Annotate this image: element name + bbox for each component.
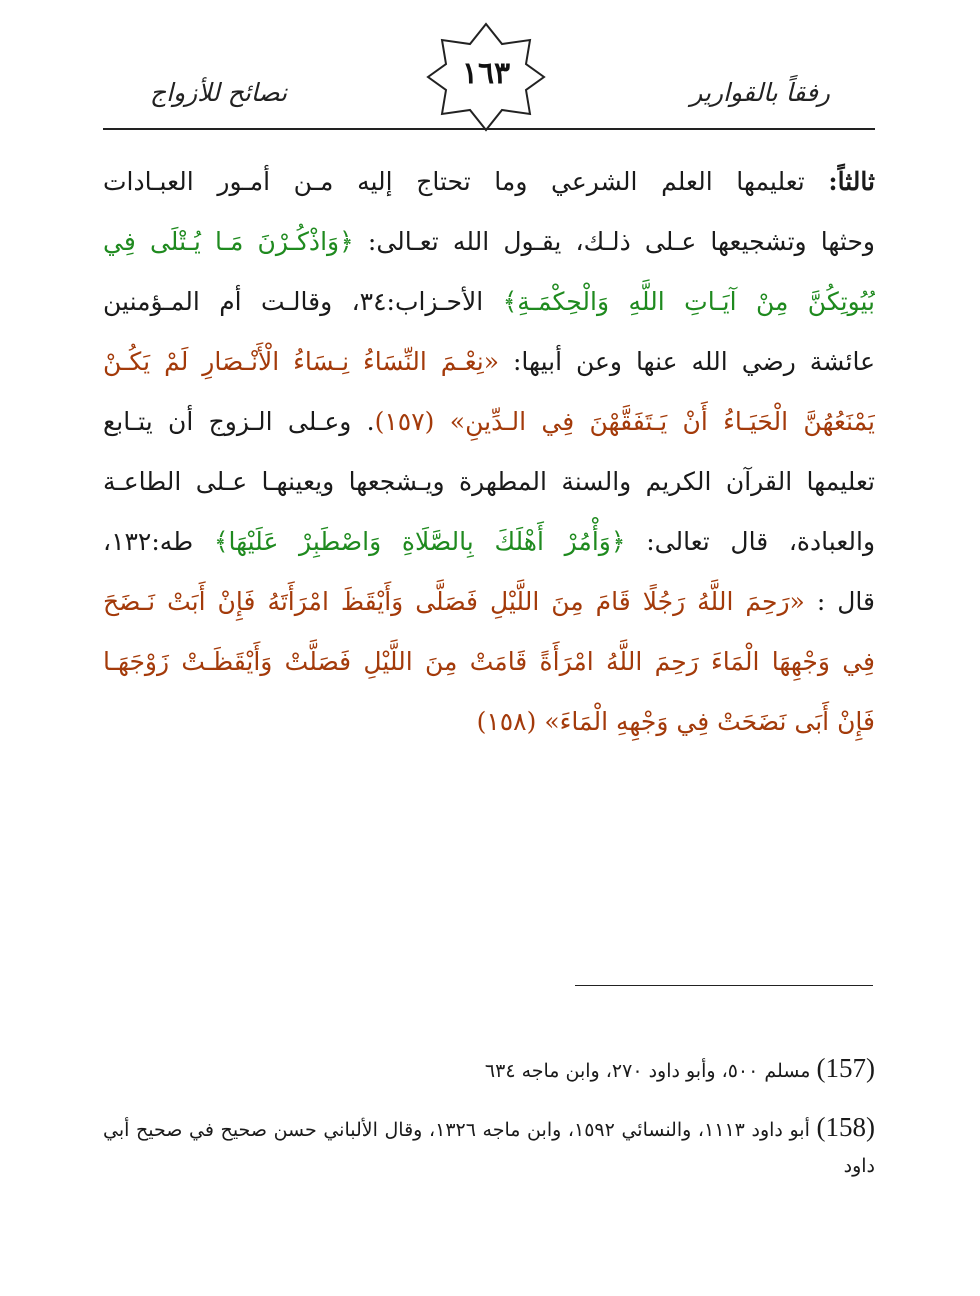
text-span: قال : xyxy=(816,587,875,616)
hadith-text: فِي وَجْهِهَا الْمَاءَ رَحِمَ اللَّهُ امْرَأَةً قَامَتْ مِنَ اللَّيْلِ فَصَلَّتْ وَأَيْقَظَـتْ زَوْجَهَـا xyxy=(103,647,875,676)
hadith-text: يَمْنَعُهُنَّ الْحَيَـاءُ أَنْ يَـتَفَقَّهْنَ فِي الـدِّينِ» xyxy=(449,407,875,436)
text-line xyxy=(103,212,875,272)
page-header xyxy=(0,0,980,135)
text-line xyxy=(103,152,875,212)
main-text xyxy=(103,152,875,752)
text-span: . وعـلى الـزوج أن يتـابع xyxy=(103,407,375,436)
footnote xyxy=(103,1050,875,1089)
footnote-text: أبو داود ١١١٣، والنسائي ١٥٩٢، وابن ماجه ١٣٢٦، وقال الألباني حسن صحيح في صحيح أبي داود xyxy=(103,1119,875,1177)
footnote xyxy=(103,1109,875,1184)
footnotes xyxy=(103,1050,875,1204)
text-span: تعليمها العلم الشرعي وما تحتاج إليه مـن أمـور العبـادات xyxy=(103,167,805,196)
footnote-marker: (١٥٨) xyxy=(476,707,537,736)
hadith-text: فَإِنْ أَبَى نَضَحَتْ فِي وَجْهِهِ الْمَاءَ» xyxy=(544,707,875,736)
quran-verse: ﴿وَاذْكُـرْنَ مَـا يُـتْلَى فِي xyxy=(103,227,354,256)
text-line xyxy=(103,692,875,752)
text-line xyxy=(103,392,875,452)
verse-reference: طه:١٣٢، xyxy=(103,527,194,556)
text-line xyxy=(103,572,875,632)
page-number: ١٦٣ xyxy=(461,56,511,91)
footnote-divider xyxy=(575,985,873,986)
text-span: تعليمها القرآن الكريم والسنة المطهرة ويـشجعها ويعينهـا عـلى الطاعـة xyxy=(103,467,875,496)
text-span: عائشة رضي الله عنها وعن أبيها: xyxy=(513,347,875,376)
footnote-text: مسلم ٥٠٠، وأبو داود ٢٧٠، وابن ماجه ٦٣٤ xyxy=(484,1060,811,1082)
text-span: والعبادة، قال تعالى: xyxy=(646,527,875,556)
page-number-badge xyxy=(426,22,546,132)
header-divider xyxy=(103,128,875,130)
quran-verse: بُيُوتِكُنَّ مِنْ آيَـاتِ اللَّهِ وَالْحِكْمَـةِ﴾ xyxy=(502,287,875,316)
footnote-number: (157) xyxy=(816,1053,875,1083)
chapter-title: نصائح للأزواج xyxy=(150,78,288,107)
text-line xyxy=(103,632,875,692)
section-lead: ثالثاً: xyxy=(828,167,875,196)
book-title: رفقاً بالقوارير xyxy=(690,78,830,107)
text-span: وحثها وتشجيعها عـلى ذلـك، يقـول الله تعـالى: xyxy=(367,227,875,256)
quran-verse: ﴿وَأْمُرْ أَهْلَكَ بِالصَّلَاةِ وَاصْطَبِرْ عَلَيْهَا﴾ xyxy=(213,527,626,556)
text-line xyxy=(103,332,875,392)
text-line xyxy=(103,452,875,512)
text-line xyxy=(103,272,875,332)
verse-reference: الأحـزاب:٣٤، وقالـت أم المـؤمنين xyxy=(103,287,484,316)
hadith-text: «رَحِمَ اللَّهُ رَجُلًا قَامَ مِنَ اللَّيْلِ فَصَلَّى وَأَيْقَظَ امْرَأَتَهُ فَإِنْ أَبَتْ نَـضَحَ xyxy=(103,587,805,616)
footnote-marker: (١٥٧) xyxy=(374,407,435,436)
hadith-text: «نِعْـمَ النِّسَاءُ نِـسَاءُ الْأَنْـصَارِ لَمْ يَكُـنْ xyxy=(103,347,500,376)
footnote-number: (158) xyxy=(816,1112,875,1142)
text-line xyxy=(103,512,875,572)
